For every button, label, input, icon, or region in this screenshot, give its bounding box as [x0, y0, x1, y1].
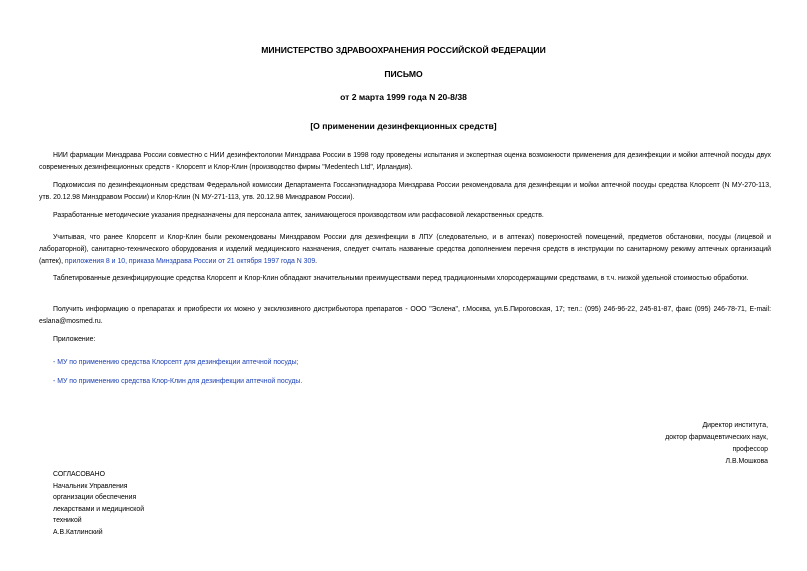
paragraph-6: Получить информацию о препаратах и приобрести их можно у эксклюзивного дистрибьютора препаратов - ООО "Эслена", г.Москва, ул.Б.Пироговская, 17; тел.: (095) 246-96-22, 245-81-87, факс (095) 246-78-71, E-mail: eslana@mosmed.ru.	[39, 306, 771, 325]
approval-line-2: Начальник Управления	[53, 482, 128, 490]
doc-type-title: ПИСЬМО	[384, 69, 423, 79]
paragraph-5: Таблетированные дезинфицирующие средства Клорсепт и Клор-Клин обладают значительными преимуществами перед традиционными хлорсодержащими средствами, в т.ч. низкой удельной стоимостью обработки.	[53, 275, 749, 282]
signature-block	[665, 420, 768, 468]
ministry-title: МИНИСТЕРСТВО ЗДРАВООХРАНЕНИЯ РОССИЙСКОЙ ФЕДЕРАЦИИ	[261, 45, 546, 55]
attachment-link-klor-klin[interactable]: - МУ по применению средства Клор-Клин для дезинфекции аптечной посуды.	[53, 378, 303, 385]
paragraph-4-text: Учитывая, что ранее Клорсепт и Клор-Клин были рекомендованы Минздравом России для дезинфекции в ЛПУ (следовательно, и в аптеках) поверхностей помещений, предметов обстановки, посуды (лицевой и лабораторной), санитарно-технического оборудования и изделий медицинского назначения, следует считать названные средства дополнением перечня средств в инструкции по санитарному режиму аптечных организаций (аптек),	[39, 234, 771, 265]
paragraph-3: Разработанные методические указания предназначены для персонала аптек, занимающегося производством или расфасовкой лекарственных средств.	[53, 212, 544, 219]
doc-subject: [О применении дезинфекционных средств]	[310, 121, 497, 131]
attachment-item-2	[39, 376, 771, 388]
signature-line-1: Директор института,	[702, 422, 768, 429]
signature-line-3: профессор	[732, 446, 768, 453]
approval-line-5: техникой	[53, 517, 82, 525]
paragraph-2: Подкомиссия по дезинфекционным средствам Федеральной комиссии Департамента Госсанэпиднадзора Минздрава России рекомендовала для дезинфекции и мойки аптечной посуды средства Клорсепт (N МУ-270-113, утв. 20.12.98 Минздравом России) и Клор-Клин (N МУ-271-113, утв. 20.12.98 Минздравом России).	[39, 182, 771, 201]
paragraph-4	[39, 232, 771, 268]
approval-line-3: организации обеспечения	[53, 494, 137, 502]
approval-line-4: лекарствами и медицинской	[53, 505, 145, 513]
attachment-label: Приложение:	[53, 336, 96, 343]
attachment-link-klorsept[interactable]: - МУ по применению средства Клорсепт для дезинфекции аптечной посуды;	[53, 359, 299, 366]
approval-line-1: СОГЛАСОВАНО	[53, 471, 105, 478]
attachment-item-1	[39, 357, 771, 369]
paragraph-1: НИИ фармации Минздрава России совместно с НИИ дезинфектологии Минздрава России в 1998 году проведены испытания и экспертная оценка возможности применения для дезинфекции и мойки аптечной посуды двух современных дезинфекционных средств - Клорсепт и Клор-Клин (производство фирмы "Medentech Ltd", Ирландия).	[39, 152, 771, 171]
signature-name: Л.В.Мошкова	[725, 458, 768, 465]
approval-block	[53, 469, 144, 539]
signature-line-2: доктор фармацевтических наук,	[665, 434, 768, 441]
approval-name: А.В.Катлинский	[53, 528, 103, 536]
order-309-link[interactable]: приложения 8 и 10, приказа Минздрава России от 21 октября 1997 года N 309	[64, 258, 316, 265]
paragraph-4-end: .	[315, 258, 318, 265]
doc-date-number: от 2 марта 1999 года N 20-8/38	[340, 92, 467, 102]
